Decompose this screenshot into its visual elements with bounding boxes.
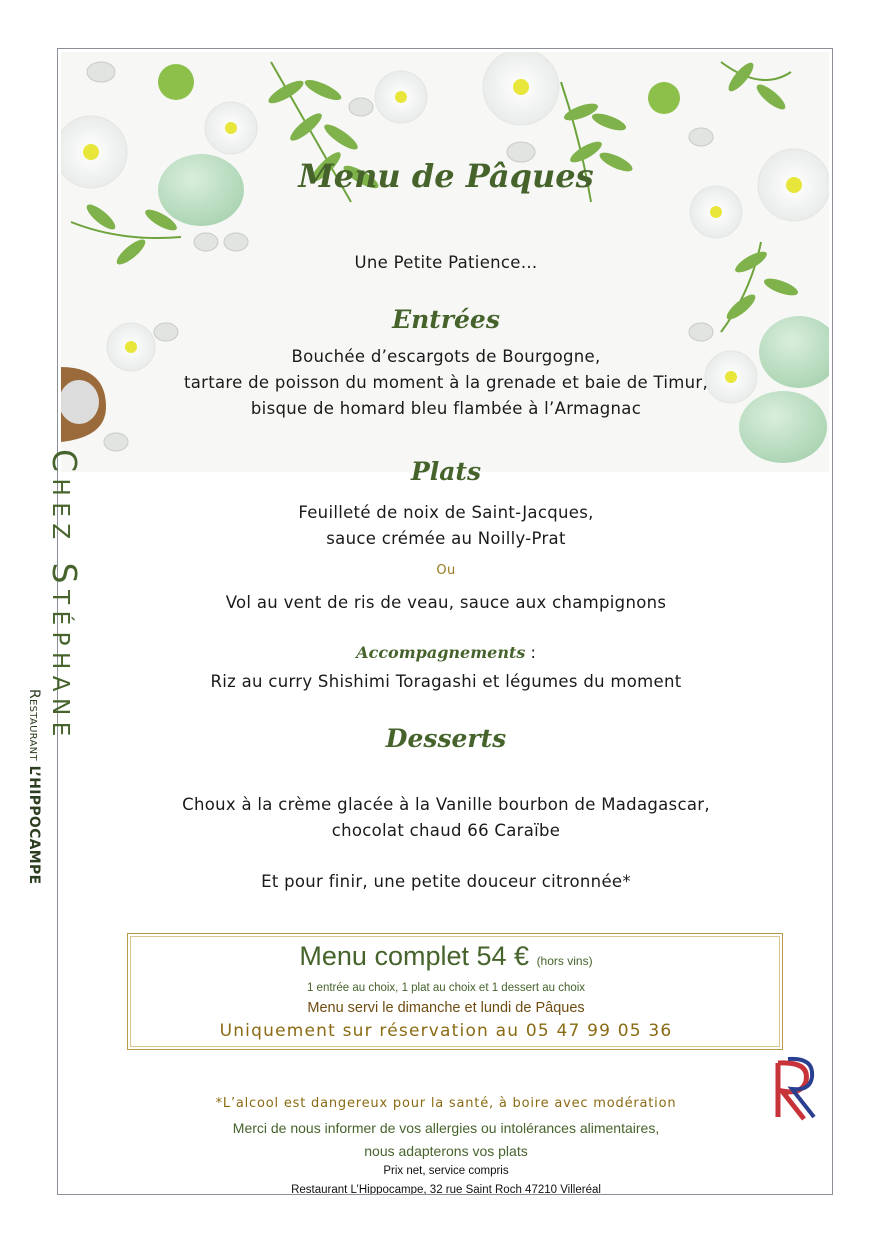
restaurant-owner-name: Chez Stéphane	[45, 449, 84, 743]
plats-list	[58, 500, 833, 552]
accompagnements-text: Riz au curry Shishimi Toragashi et légumes du moment	[210, 672, 682, 691]
restaurant-name: L’HIPPOCAMPE	[26, 765, 42, 885]
alcohol-warning: *L’alcool est dangereux pour la santé, à boire avec modération	[215, 1096, 677, 1111]
restaurant-address: Restaurant L’Hippocampe, 32 rue Saint Roch 47210 Villeréal	[291, 1184, 601, 1195]
served-text: Menu servi le dimanche et lundi de Pâques	[307, 1000, 585, 1016]
footer-info	[58, 1162, 833, 1195]
price-title-line	[58, 941, 833, 972]
price-note: (hors vins)	[536, 954, 593, 968]
allergy-line: nous adapterons vos plats	[364, 1143, 528, 1159]
intro-text: Une Petite Patience…	[354, 253, 538, 272]
allergy-line: Merci de nous informer de vos allergies ou intolérances alimentaires,	[232, 1120, 660, 1136]
finish-text: Et pour finir, une petite douceur citronnée*	[261, 872, 631, 891]
allergy-notice	[58, 1117, 833, 1163]
plat-item: Feuilleté de noix de Saint-Jacques,	[298, 503, 594, 522]
accompagnements-separator: :	[525, 643, 536, 662]
entree-item: Bouchée d’escargots de Bourgogne,	[291, 347, 601, 366]
dessert-item: Choux à la crème glacée à la Vanille bourbon de Madagascar,	[182, 795, 710, 814]
price-title: Menu complet 54 €	[299, 941, 530, 971]
restaurant-name-vertical	[26, 689, 42, 884]
menu-page	[57, 48, 833, 1195]
chez-stephane-vertical	[45, 449, 84, 743]
plat-item: sauce crémée au Noilly-Prat	[326, 529, 566, 548]
desserts-list	[58, 792, 833, 844]
or-separator: Ou	[436, 563, 456, 578]
entrees-list	[58, 344, 833, 422]
entree-item: bisque de homard bleu flambée à l’Armagnac	[250, 399, 642, 418]
menu-title: Menu de Pâques	[298, 157, 594, 195]
choice-text: 1 entrée au choix, 1 plat au choix et 1 dessert au choix	[306, 982, 586, 994]
accompagnements-label: Accompagnements	[356, 643, 526, 662]
reservation-text: Uniquement sur réservation au 05 47 99 05 36	[219, 1021, 673, 1041]
dessert-item: chocolat chaud 66 Caraïbe	[331, 821, 561, 840]
restaurant-label: Restaurant	[26, 689, 42, 761]
entrees-heading: Entrées	[392, 305, 500, 334]
desserts-heading: Desserts	[385, 724, 507, 753]
prices-note: Prix net, service compris	[383, 1165, 509, 1177]
rr-logo	[770, 1055, 820, 1125]
plat-alternative: Vol au vent de ris de veau, sauce aux champignons	[225, 593, 667, 612]
accompagnements-label-line	[58, 643, 833, 662]
entree-item: tartare de poisson du moment à la grenade et baie de Timur,	[183, 373, 708, 392]
plats-heading: Plats	[410, 457, 482, 486]
